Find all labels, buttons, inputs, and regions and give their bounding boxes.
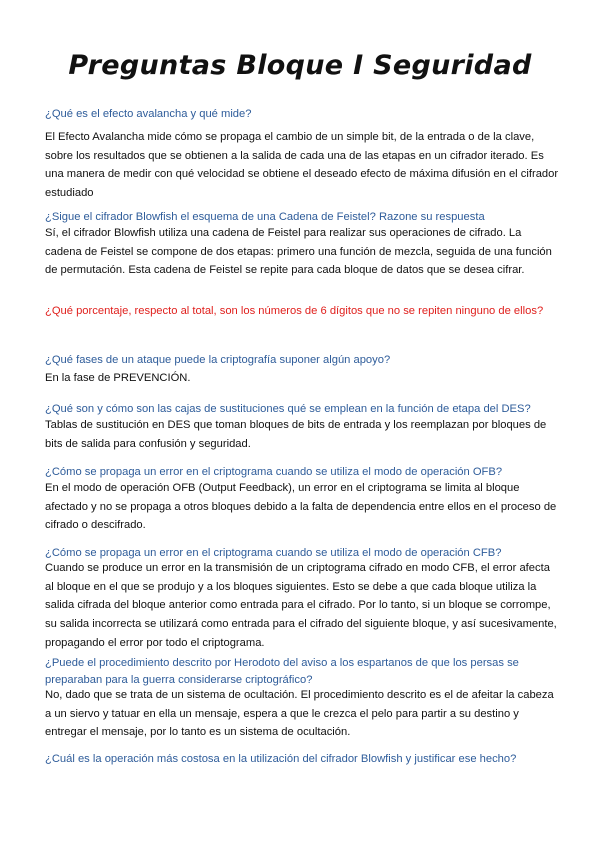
answer-7: Cuando se produce un error en la transmisión de un criptograma cifrado en modo CFB, el error afecta al bloque en el que se produjo y a los bloques siguientes. Esto se debe a que cada bloque utiliza la salida cifrada del bloque anterior como entrada para el cifrado. Por lo tanto, si un bloque se corrompe, su salida incorrecta se utilizará como entrada para el cifrado del siguiente bloque, y así sucesivamente, propagando el error por todo el criptograma. — [45, 562, 557, 649]
answer-1: El Efecto Avalancha mide cómo se propaga el cambio de un simple bit, de la entrada o de la clave, sobre los resultados que se obtienen a la salida de cada una de las etapas en un cifrador iterado. Es una manera de medir con qué velocidad se obtiene el deseado efecto de máxima difusión en el cifrador estudiado — [45, 131, 559, 200]
question-4: ¿Qué fases de un ataque puede la criptografía suponer algún apoyo? — [45, 354, 391, 366]
question-3: ¿Qué porcentaje, respecto al total, son los números de 6 dígitos que no se repiten ninguno de ellos? — [45, 305, 544, 317]
question-2: ¿Sigue el cifrador Blowfish el esquema de una Cadena de Feistel? Razone su respuesta — [45, 211, 485, 223]
question-1: ¿Qué es el efecto avalancha y qué mide? — [45, 108, 252, 120]
question-6: ¿Cómo se propaga un error en el criptograma cuando se utiliza el modo de operación OFB? — [45, 466, 503, 478]
question-7: ¿Cómo se propaga un error en el criptograma cuando se utiliza el modo de operación CFB? — [45, 547, 502, 559]
question-9: ¿Cuál es la operación más costosa en la utilización del cifrador Blowfish y justificar ese hecho? — [45, 753, 517, 765]
answer-2: Sí, el cifrador Blowfish utiliza una cadena de Feistel para realizar sus operaciones de cifrado. La cadena de Feistel se compone de dos etapas: primero una función de mezcla, seguida de una función de permutación. Esta cadena de Feistel se repite para cada bloque de datos que se desea cifrar. — [45, 227, 552, 277]
answer-4: En la fase de PREVENCIÓN. — [45, 372, 191, 384]
question-5: ¿Qué son y cómo son las cajas de sustituciones qué se emplean en la función de etapa del DES? — [45, 403, 531, 415]
question-8: ¿Puede el procedimiento descrito por Herodoto del aviso a los espartanos de que los persas se preparaban para la guerra considerarse criptográfico? — [45, 657, 519, 686]
answer-6: En el modo de operación OFB (Output Feedback), un error en el criptograma se limita al bloque afectado y no se propaga a otros bloques debido a la falta de dependencia entre ellos en el proceso de cifrado o descifrado. — [45, 482, 557, 532]
page-title: Preguntas Bloque I Seguridad — [68, 50, 532, 81]
answer-5: Tablas de sustitución en DES que toman bloques de bits de entrada y los reemplazan por bloques de bits de salida para confusión y seguridad. — [45, 419, 547, 450]
answer-8: No, dado que se trata de un sistema de ocultación. El procedimiento descrito es el de afeitar la cabeza a un siervo y tatuar en ella un mensaje, espera a que le crezca el pelo para partir a su destino y entregar el mensaje, por lo tanto es un sistema de ocultación. — [45, 689, 554, 739]
